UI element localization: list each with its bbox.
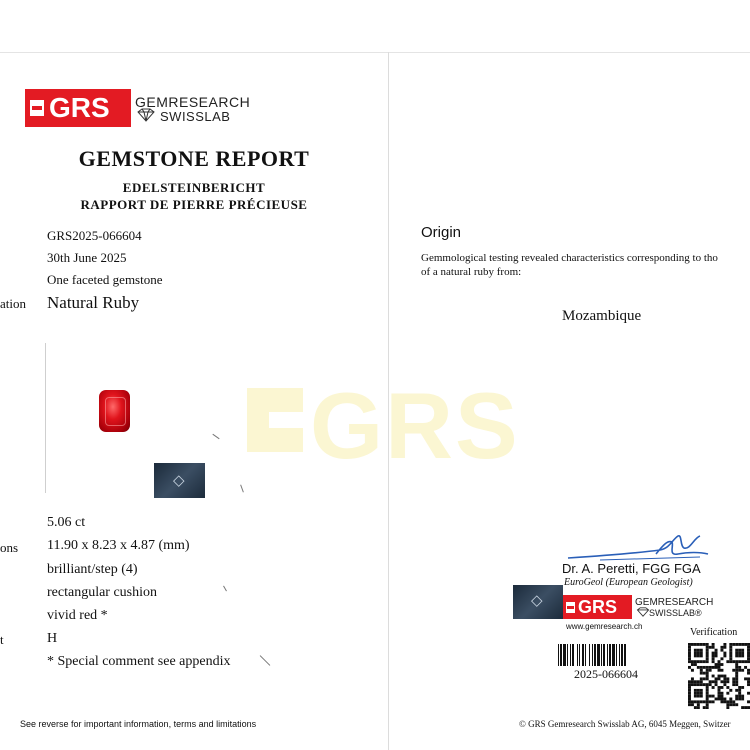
grs-logo	[25, 89, 131, 127]
grs-logo-text: GRS	[578, 597, 618, 617]
dimensions-label: ons	[0, 540, 19, 555]
diamond-icon	[636, 607, 650, 617]
watermark-flag-cut	[269, 412, 303, 428]
identification-label: ation	[0, 296, 26, 311]
report-subtitle-german: EDELSTEINBERICHT	[122, 180, 266, 195]
report-object: One faceted gemstone	[47, 272, 163, 287]
swiss-flag-icon	[30, 100, 44, 116]
grs-logo-text: GRS	[49, 92, 110, 123]
footer-copyright: © GRS Gemresearch Swisslab AG, 6045 Meggen, Switzer	[519, 719, 731, 729]
scan-mark	[240, 485, 244, 493]
brand-name-line2: SWISSLAB	[160, 109, 231, 124]
dimensions-value: 11.90 x 8.23 x 4.87 (mm)	[47, 538, 190, 553]
hologram-diamond-icon: ◇	[531, 593, 543, 609]
signer-name: Dr. A. Peretti, FGG FGA	[562, 561, 701, 576]
scan-mark	[260, 655, 271, 666]
brand-name-line1: GEMRESEARCH	[135, 94, 251, 110]
report-subtitle-french: RAPPORT DE PIERRE PRÉCIEUSE	[80, 197, 308, 212]
weight-value: 5.06 ct	[47, 515, 86, 530]
website-link[interactable]: www.gemresearch.ch	[566, 622, 643, 631]
origin-text-line1: Gemmological testing revealed characteristics corresponding to tho	[421, 252, 718, 264]
report-title: GEMSTONE REPORT	[78, 146, 310, 171]
photo-frame-line	[45, 343, 46, 493]
comment-value: H	[47, 631, 58, 646]
verification-label: Verification	[690, 627, 738, 638]
brand-name-line2: SWISSLAB®	[649, 608, 702, 618]
identification-value: Natural Ruby	[47, 293, 140, 312]
verification-qr-code[interactable]	[688, 643, 750, 709]
scan-mark	[212, 434, 219, 439]
brand-name-line1: GEMRESEARCH	[635, 597, 714, 608]
grs-watermark: GRS	[310, 373, 520, 478]
swiss-flag-icon	[566, 602, 575, 613]
comment-label: t	[0, 632, 4, 647]
ruby-facet-highlight	[105, 397, 126, 426]
report-number: GRS2025-066604	[47, 228, 142, 243]
report-date: 30th June 2025	[47, 250, 127, 265]
diamond-icon	[136, 108, 156, 122]
scan-mark	[223, 586, 227, 592]
hologram-diamond-icon: ◇	[173, 473, 185, 489]
special-comment-note: * Special comment see appendix	[47, 654, 231, 669]
cut-value: brilliant/step (4)	[47, 562, 138, 577]
origin-text-line2: of a natural ruby from:	[421, 266, 522, 278]
page-fold-line	[0, 52, 750, 53]
origin-label: Origin	[421, 224, 462, 241]
grs-logo-small	[563, 595, 632, 619]
shape-value: rectangular cushion	[47, 585, 158, 600]
signer-title: EuroGeol (European Geologist)	[564, 577, 693, 588]
barcode-number: 2025-066604	[574, 667, 638, 681]
barcode	[558, 644, 658, 666]
origin-value: Mozambique	[562, 308, 642, 324]
color-value: vivid red *	[47, 608, 108, 623]
footer-left-note: See reverse for important information, terms and limitations	[20, 719, 257, 729]
